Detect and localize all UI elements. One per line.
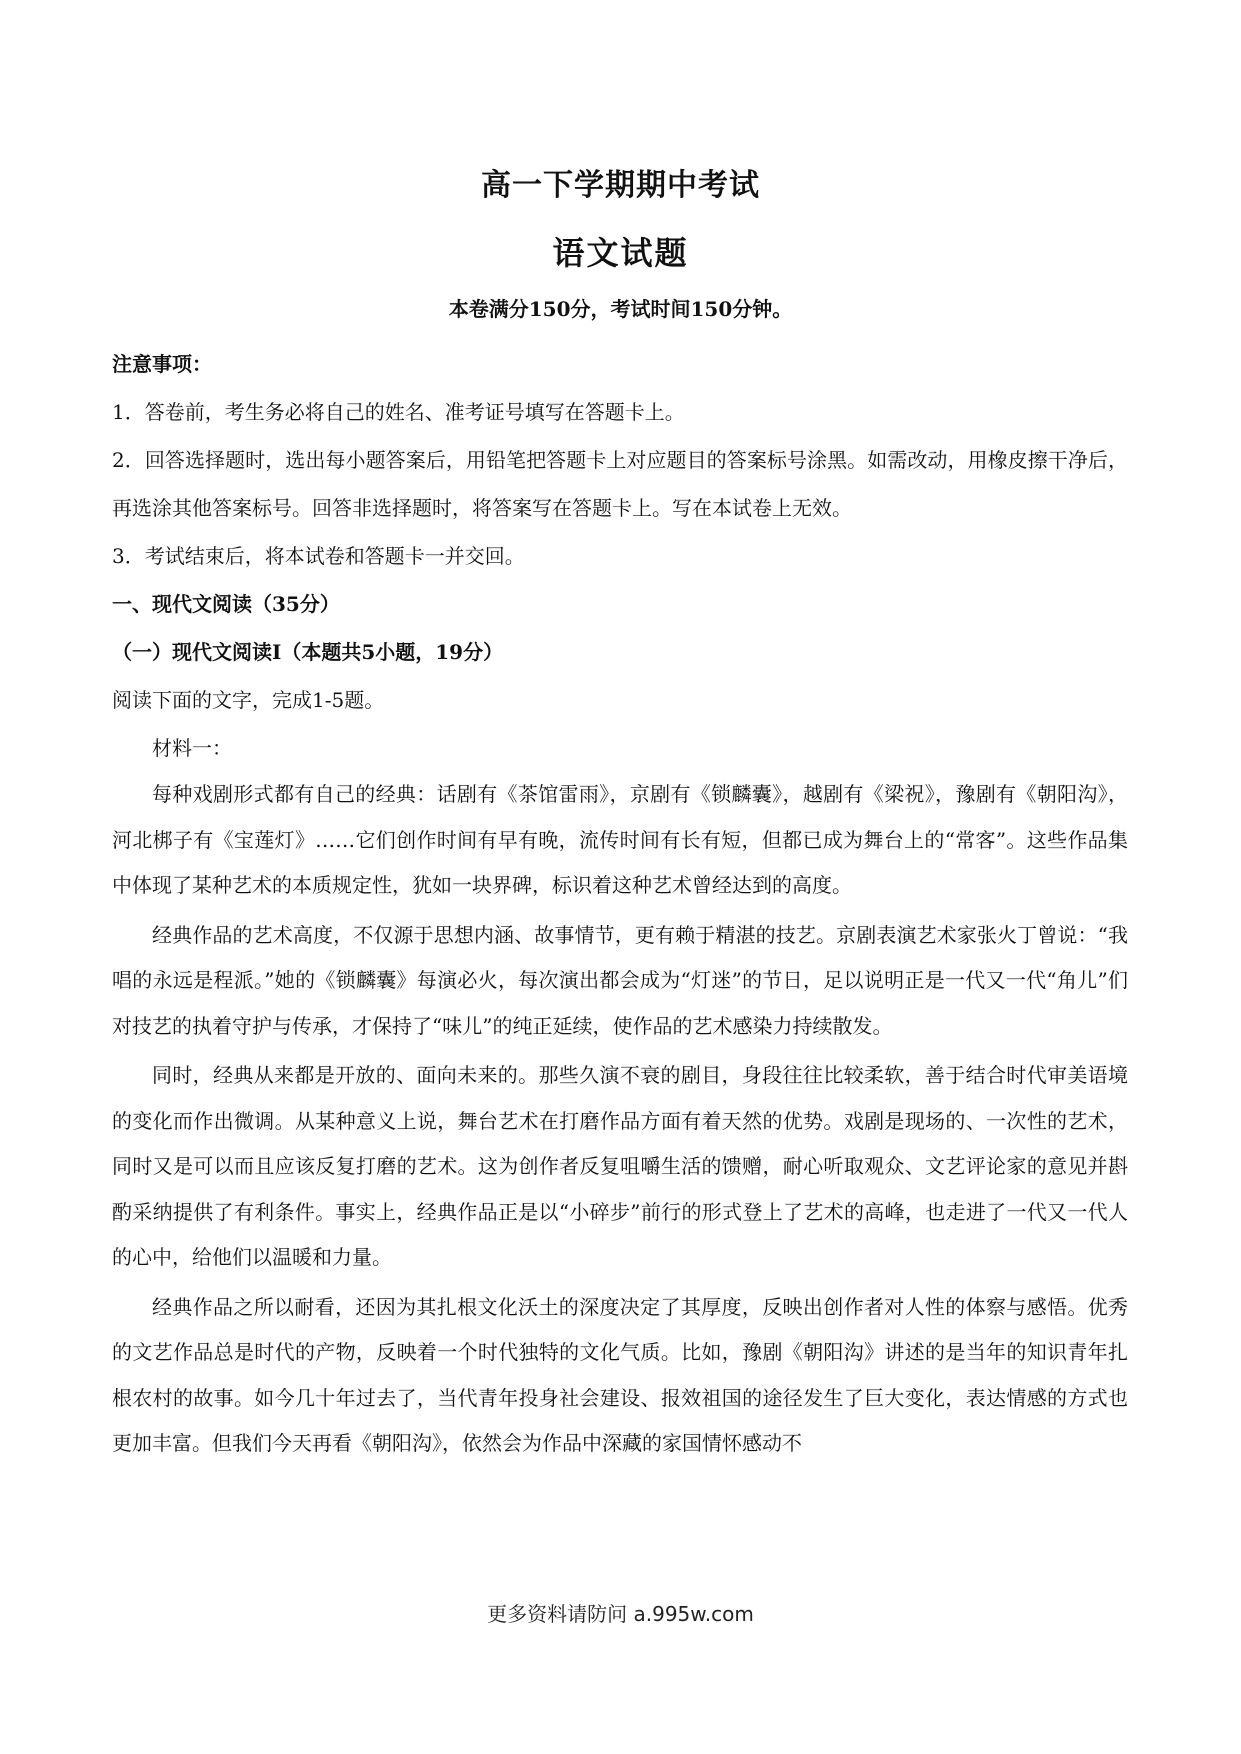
material-paragraph-3: 同时，经典从来都是开放的、面向未来的。那些久演不衰的剧目，身段往往比较柔软，善于结合时代审美语境的变化而作出微调。从某种意义上说，舞台艺术在打磨作品方面有着天然的优势。戏剧是现场的、一次性的艺术，同时又是可以而且应该反复打磨的艺术。这为创作者反复咀嚼生活的馈赠，耐心听取观众、文艺评论家的意见并斟酌采纳提供了有利条件。事实上，经典作品正是以“小碎步”前行的形式登上了艺术的高峰，也走进了一代又一代人的心中，给他们以温暖和力量。: [112, 1063, 1128, 1269]
notice-item-3: 3．考试结束后，将本试卷和答题卡一并交回。: [112, 544, 525, 568]
material-label: 材料一：: [152, 736, 232, 760]
footer-watermark: 更多资料请防问 a.995w.com: [487, 1602, 754, 1626]
notice-heading: 注意事项：: [112, 352, 212, 376]
exam-info: 本卷满分150分，考试时间150分钟。: [448, 297, 793, 321]
reading-instruction: 阅读下面的文字，完成1-5题。: [112, 688, 385, 712]
material-paragraph-2: 经典作品的艺术高度，不仅源于思想内涵、故事情节，更有赖于精湛的技艺。京剧表演艺术家张火丁曾说：“我唱的永远是程派。”她的《锁麟囊》每演必火，每次演出都会成为“灯迷”的节日，足以说明正是一代又一代“角儿”们对技艺的执着守护与传承，才保持了“味儿”的纯正延续，使作品的艺术感染力持续散发。: [112, 922, 1128, 1038]
exam-content: [112, 340, 1128, 1471]
exam-subject-title: 语文试题: [552, 234, 689, 272]
section-heading: 一、现代文阅读（35分）: [112, 592, 340, 616]
notice-item-1: 1．答卷前，考生务必将自己的姓名、准考证号填写在答题卡上。: [112, 400, 685, 424]
section-subheading: （一）现代文阅读Ⅰ（本题共5小题，19分）: [112, 640, 504, 664]
exam-title: 高一下学期期中考试: [481, 168, 760, 203]
notice-item-2: 2．回答选择题时，选出每小题答案后，用铅笔把答题卡上对应题目的答案标号涂黑。如需改动，用橡皮擦干净后，再选涂其他答案标号。回答非选择题时，将答案写在答题卡上。写在本试卷上无效。: [112, 448, 1128, 520]
material-paragraph-4: 经典作品之所以耐看，还因为其扎根文化沃土的深度决定了其厚度，反映出创作者对人性的体察与感悟。优秀的文艺作品总是时代的产物，反映着一个时代独特的文化气质。比如，豫剧《朝阳沟》讲述的是当年的知识青年扎根农村的故事。如今几十年过去了，当代青年投身社会建设、报效祖国的途径发生了巨大变化，表达情感的方式也更加丰富。但我们今天再看《朝阳沟》，依然会为作品中深藏的家国情怀感动不: [112, 1294, 1128, 1455]
material-paragraph-1: 每种戏剧形式都有自己的经典：话剧有《茶馆雷雨》，京剧有《锁麟囊》，越剧有《梁祝》，豫剧有《朝阳沟》，河北梆子有《宝莲灯》……它们创作时间有早有晚，流传时间有长有短，但都已成为舞台上的“常客”。这些作品集中体现了某种艺术的本质规定性，犹如一块界碑，标识着这种艺术曾经达到的高度。: [112, 782, 1128, 897]
